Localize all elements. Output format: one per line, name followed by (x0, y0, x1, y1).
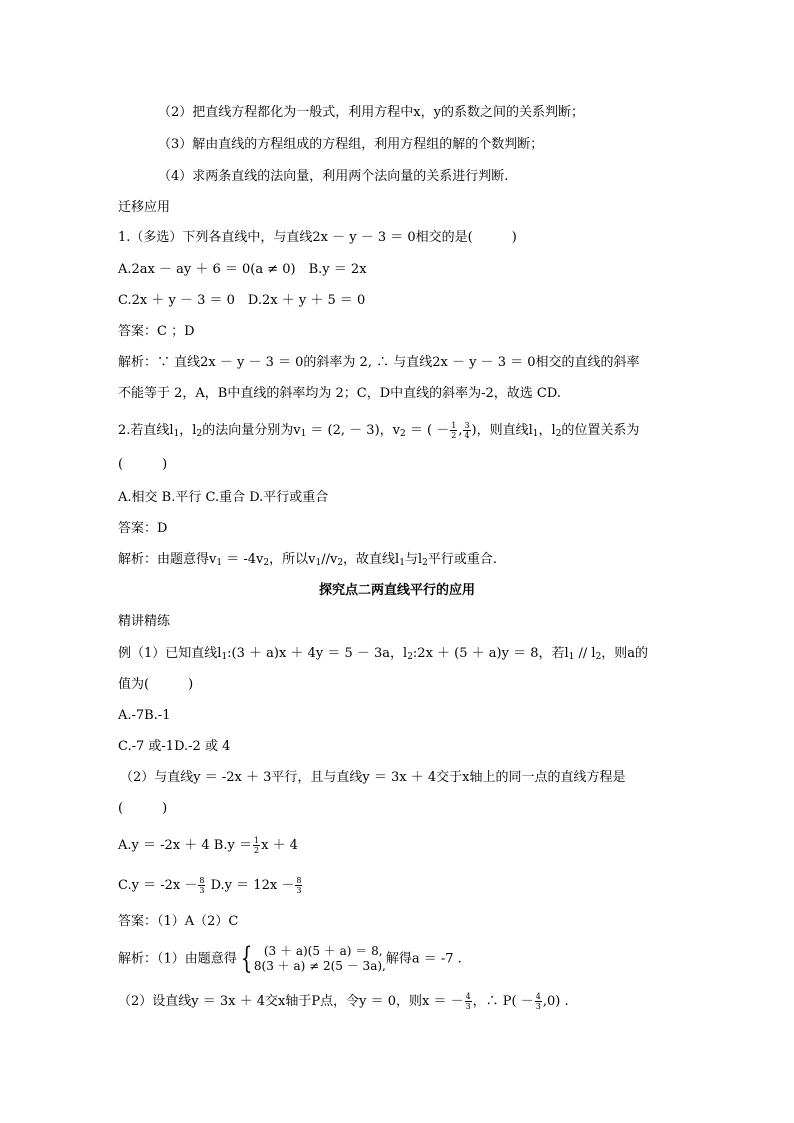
q2-explanation: 解析：由题意得$v_1 = -4v_2$，所以$v_1//v_2$，故直线$l_1$与$l_2$平行或重合. (118, 552, 497, 568)
example-explanation-1: 解析：（1）由题意得 { (3 ＋ a)(5 ＋ a) ＝ 8, 8(3 ＋ a) ≠ 2(5 － 3a), 解得a ＝ -7 . (118, 941, 462, 976)
example-part2-options-cd: C.y ＝ -2x － $\frac{8}{3}$ D.y ＝ 12x － $\frac{8}{3}$ (118, 876, 302, 895)
example-explanation-2: （2）设直线y ＝ 3x ＋ 4交x轴于P点，令y ＝ 0，则x ＝ － $\frac{4}{3}$ ，∴ P( － $\frac{4}{3}$ ,0) . (118, 992, 569, 1011)
example-options-1: A.-7B.-1 (118, 708, 171, 723)
example-stem: 例（1）已知直线$l_1:(3 + a)x + 4y = 5 - 3a$，$l_2:2x + (5 + a)y = 8$，若$l_1 // l_2$，则a的 (118, 646, 649, 662)
q1-explanation-2: 不能等于 2，A，B中直线的斜率均为 2；C，D中直线的斜率为-2，故选 CD. (118, 386, 561, 401)
q2-answer: 答案：D (118, 521, 168, 536)
q1-options-ab: A.2ax － ay ＋ 6 ＝ 0(a ≠ 0) B.y ＝ 2x (118, 262, 367, 277)
fraction: $\frac{1}{2}$ (253, 836, 260, 855)
example-part2-options-ab: A.y ＝ -2x ＋ 4 B.y ＝ $\frac{1}{2}$ x ＋ 4 (118, 836, 298, 855)
q2-options: A.相交 B.平行 C.重合 D.平行或重合 (118, 490, 329, 505)
method-4: （4）求两条直线的法向量，利用两个法向量的关系进行判断. (158, 169, 509, 184)
section-transfer-heading: 迁移应用 (118, 200, 171, 215)
q2-paren: ( ) (118, 457, 168, 472)
fraction: $\frac{8}{3}$ (296, 876, 302, 895)
section-title: 探究点二两直线平行的应用 (318, 583, 475, 598)
example-options-2: C.-7 或-1D.-2 或 4 (118, 739, 231, 754)
fraction: $\frac{4}{3}$ (535, 992, 541, 1011)
q1-stem: 1.（多选）下列各直线中，与直线2x － y － 3 ＝ 0相交的是( ) (118, 230, 517, 245)
section-practice-heading: 精讲精练 (118, 614, 171, 629)
example-stem-line2: 值为( ) (118, 677, 194, 692)
example-answer: 答案：（1）A（2）C (118, 914, 239, 929)
fraction: $\frac{1}{2}$ (451, 421, 457, 440)
q1-answer: 答案：C ；D (118, 324, 195, 339)
example-part2-paren: ( ) (118, 801, 168, 816)
method-3: （3）解由直线的方程组成的方程组，利用方程组的解的个数判断； (158, 137, 544, 152)
q1-options-cd: C.2x ＋ y － 3 ＝ 0 D.2x ＋ y ＋ 5 ＝ 0 (118, 293, 366, 308)
example-part2-stem: （2）与直线y ＝ -2x ＋ 3平行，且与直线y ＝ 3x ＋ 4交于x轴上的同一点的直线方程是 (120, 770, 626, 785)
method-2: （2）把直线方程都化为一般式，利用方程中x，y的系数之间的关系判断； (158, 105, 584, 120)
q2-stem: 2.若直线$l_1$，$l_2$的法向量分别为$v_1 = (2$, － 3)，$v_2$ ＝ ( － $\frac{1}{2}$ , $\frac{3}{4}$ )，则直线$l_1$，$l_2$的位置关系为 (118, 421, 640, 440)
equation-system: (3 ＋ a)(5 ＋ a) ＝ 8, 8(3 ＋ a) ≠ 2(5 － 3a), (253, 944, 386, 973)
brace-icon: { (240, 941, 253, 976)
fraction: $\frac{3}{4}$ (464, 421, 470, 440)
q1-explanation-1: 解析：∵ 直线2x － y － 3 ＝ 0的斜率为 2, ∴ 与直线2x － y － 3 ＝ 0相交的直线的斜率 (118, 355, 640, 370)
fraction: $\frac{8}{3}$ (199, 876, 205, 895)
fraction: $\frac{4}{3}$ (465, 992, 471, 1011)
